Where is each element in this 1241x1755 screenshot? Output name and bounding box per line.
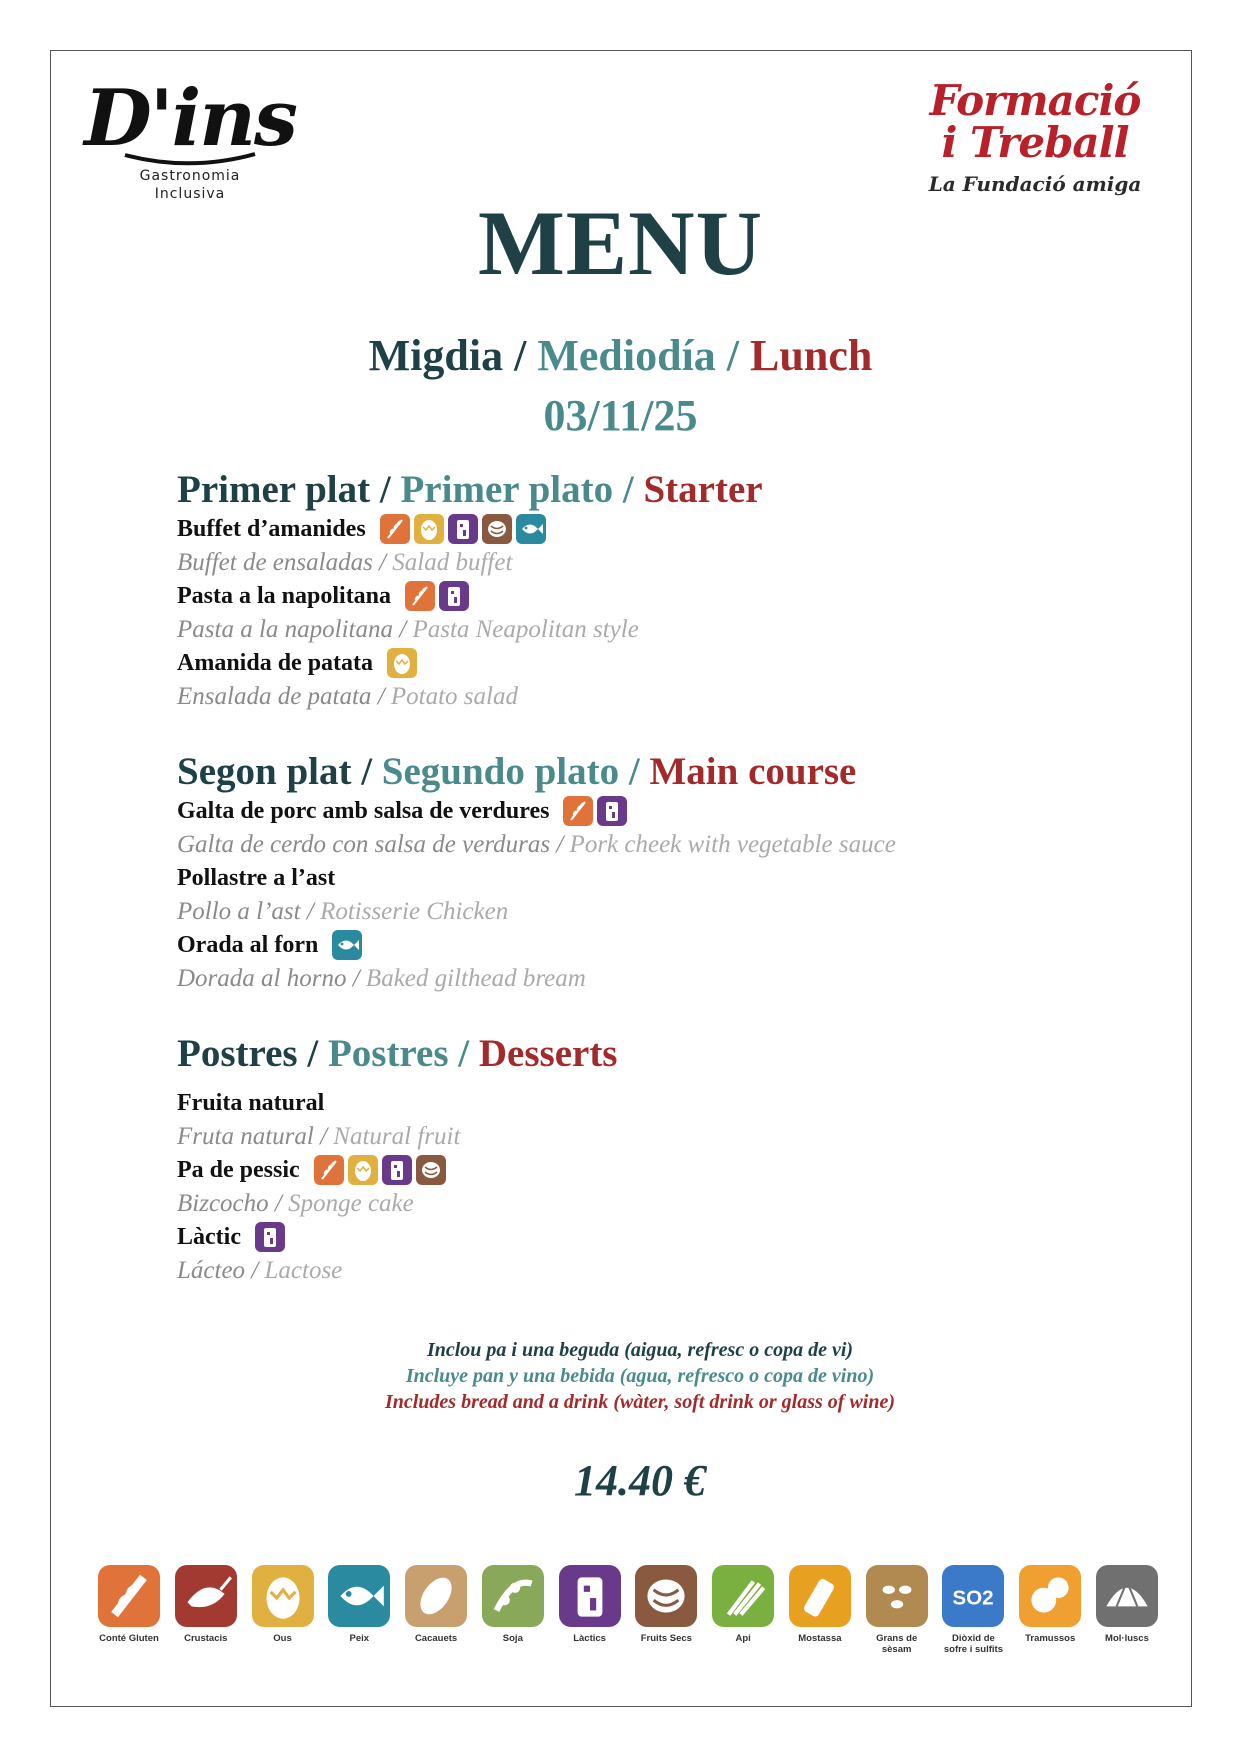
dins-logo-mark: D'ins	[84, 73, 296, 164]
menu-item	[177, 794, 1077, 861]
menu-date: 03/11/25	[543, 391, 698, 440]
translation-sep: /	[346, 965, 366, 992]
legend-item-sulphites	[942, 1565, 1004, 1675]
dish-name-en: Natural fruit	[333, 1123, 461, 1150]
dish-name: Galta de porc amb salsa de verdures	[177, 798, 550, 824]
dish-translation	[177, 613, 1077, 646]
heading-en: Starter	[643, 468, 763, 511]
menu-item	[177, 512, 1077, 579]
dish-line	[177, 1086, 1077, 1120]
menu-price: 14.40 €	[574, 1456, 706, 1505]
meal-sep-2: /	[715, 331, 751, 380]
mustard-icon	[789, 1565, 851, 1627]
dish-translation	[177, 1120, 1077, 1153]
egg-allergen-icon	[414, 514, 444, 544]
dish-translation	[177, 546, 1077, 579]
dish-line	[177, 1220, 1077, 1254]
menu-item	[177, 1220, 1077, 1287]
dairy-allergen-icon	[597, 796, 627, 826]
fish-icon	[328, 1565, 390, 1627]
dish-name: Pollastre a l’ast	[177, 865, 336, 891]
section-heading	[177, 468, 1077, 512]
egg-icon	[252, 1565, 314, 1627]
legend-item-peanuts	[405, 1565, 467, 1675]
dish-line	[177, 794, 1077, 828]
nuts-icon	[635, 1565, 697, 1627]
gluten-allergen-icon	[563, 796, 593, 826]
meal-es: Mediodía	[537, 331, 716, 380]
dish-name-en: Potato salad	[390, 683, 518, 710]
nuts-allergen-icon	[416, 1155, 446, 1185]
meal-subtitle	[0, 330, 1241, 381]
legend-label: Crustacis	[184, 1633, 228, 1644]
crustaceans-icon	[175, 1565, 237, 1627]
legend-item-nuts	[635, 1565, 697, 1675]
dairy-allergen-icon	[448, 514, 478, 544]
peanuts-icon	[405, 1565, 467, 1627]
dish-name-es: Fruta natural	[177, 1123, 314, 1150]
dins-logo-sub2: Inclusiva	[154, 186, 226, 202]
heading-es: Segundo plato	[381, 750, 620, 793]
dish-name-en: Salad buffet	[392, 549, 513, 576]
translation-sep: /	[550, 831, 570, 858]
includes-es: Incluye pan y una bebida (agua, refresco o copa de vino)	[405, 1365, 875, 1387]
translation-sep: /	[372, 549, 393, 576]
legend-item-mustard	[789, 1565, 851, 1675]
heading-sep: /	[448, 1032, 479, 1075]
gluten-icon	[98, 1565, 160, 1627]
molluscs-icon	[1096, 1565, 1158, 1627]
dish-name: Buffet d’amanides	[177, 516, 366, 542]
allergen-legend	[98, 1565, 1158, 1675]
dish-translation	[177, 828, 1077, 861]
dish-name-es: Pollo a l’ast	[177, 898, 301, 925]
translation-sep: /	[392, 616, 413, 643]
egg-allergen-icon	[348, 1155, 378, 1185]
legend-item-lupin	[1019, 1565, 1081, 1675]
legend-label: Diòxid de sofre i sulfits	[943, 1633, 1003, 1655]
dish-translation	[177, 1187, 1077, 1220]
dish-name-es: Buffet de ensaladas	[177, 549, 373, 576]
legend-label: Api	[735, 1633, 751, 1644]
dish-name-en: Lactose	[264, 1257, 343, 1284]
heading-en: Desserts	[478, 1032, 618, 1075]
dairy-allergen-icon	[382, 1155, 412, 1185]
legend-label: Làctics	[573, 1633, 606, 1644]
fit-logo-line1: Formació	[929, 76, 1141, 125]
svg-text:SO2: SO2	[952, 1586, 995, 1610]
legend-item-molluscs	[1096, 1565, 1158, 1675]
dish-name: Pa de pessic	[177, 1157, 300, 1183]
heading-sep: /	[351, 750, 382, 793]
dairy-allergen-icon	[255, 1222, 285, 1252]
menu-item	[177, 646, 1077, 713]
legend-label: Mol·luscs	[1105, 1633, 1149, 1644]
section-main-course	[177, 750, 1077, 995]
dish-name-es: Dorada al horno	[177, 965, 347, 992]
dish-line	[177, 579, 1077, 613]
heading-es: Primer plato	[400, 468, 614, 511]
gluten-allergen-icon	[405, 581, 435, 611]
dins-logo-sub1: Gastronomia	[139, 168, 241, 184]
dish-translation	[177, 1254, 1077, 1287]
dish-name-en: Sponge cake	[288, 1190, 414, 1217]
heading-ca: Primer plat	[177, 468, 371, 511]
heading-es: Postres	[327, 1032, 449, 1075]
dish-name: Fruita natural	[177, 1090, 325, 1116]
legend-label: Peix	[349, 1633, 370, 1644]
dish-name-es: Bizcocho	[177, 1190, 269, 1217]
dish-name-es: Galta de cerdo con salsa de verduras	[177, 831, 551, 858]
lupin-icon	[1019, 1565, 1081, 1627]
includes-en: Includes bread and a drink (wàter, soft drink or glass of wine)	[384, 1391, 896, 1413]
meal-ca: Migdia	[368, 331, 504, 380]
dish-name: Làctic	[177, 1224, 241, 1250]
dish-name: Pasta a la napolitana	[177, 583, 392, 609]
dish-name-en: Pork cheek with vegetable sauce	[569, 831, 896, 858]
heading-en: Main course	[649, 750, 857, 793]
dish-name-en: Pasta Neapolitan style	[412, 616, 639, 643]
dairy-allergen-icon	[439, 581, 469, 611]
dish-translation	[177, 895, 1077, 928]
menu-item	[177, 579, 1077, 646]
fish-allergen-icon	[332, 930, 362, 960]
legend-label: Tramussos	[1025, 1633, 1076, 1644]
menu-title: MENU	[477, 192, 764, 294]
heading-ca: Postres	[177, 1032, 298, 1075]
menu-item	[177, 1153, 1077, 1220]
includes-text	[0, 1337, 1241, 1415]
translation-sep: /	[313, 1123, 334, 1150]
dish-translation	[177, 962, 1077, 995]
translation-sep: /	[371, 683, 391, 710]
dish-name: Orada al forn	[177, 932, 319, 958]
legend-item-dairy	[559, 1565, 621, 1675]
menu-item	[177, 1086, 1077, 1153]
heading-sep: /	[619, 750, 650, 793]
dish-line	[177, 646, 1077, 680]
sesame-icon	[866, 1565, 928, 1627]
dish-name-en: Baked gilthead bream	[365, 965, 586, 992]
fit-logo-line2: i Treball	[941, 118, 1129, 167]
dish-name-es: Lácteo	[177, 1257, 246, 1284]
sulphites-icon	[942, 1565, 1004, 1627]
menu-item	[177, 928, 1077, 995]
heading-sep: /	[613, 468, 644, 511]
section-desserts	[177, 1032, 1077, 1287]
legend-item-celery	[712, 1565, 774, 1675]
nuts-allergen-icon	[482, 514, 512, 544]
dairy-icon	[559, 1565, 621, 1627]
dish-name: Amanida de patata	[177, 650, 374, 676]
gluten-allergen-icon	[380, 514, 410, 544]
section-heading	[177, 1032, 1077, 1076]
translation-sep: /	[300, 898, 321, 925]
heading-sep: /	[370, 468, 401, 511]
celery-icon	[712, 1565, 774, 1627]
meal-sep-1: /	[503, 331, 538, 380]
legend-label: Conté Gluten	[99, 1633, 159, 1644]
heading-sep: /	[297, 1032, 328, 1075]
dish-line	[177, 928, 1077, 962]
heading-ca: Segon plat	[177, 750, 352, 793]
translation-sep: /	[268, 1190, 289, 1217]
dish-line	[177, 512, 1077, 546]
dish-name-es: Pasta a la napolitana	[177, 616, 393, 643]
legend-label: Fruits Secs	[640, 1633, 692, 1644]
translation-sep: /	[245, 1257, 265, 1284]
dish-line	[177, 1153, 1077, 1187]
dish-line	[177, 861, 1077, 895]
section-starter	[177, 468, 1077, 713]
egg-allergen-icon	[387, 648, 417, 678]
legend-item-gluten	[98, 1565, 160, 1675]
menu-item	[177, 861, 1077, 928]
fit-logo-tagline: La Fundació amiga	[928, 172, 1142, 196]
dish-translation	[177, 680, 1077, 713]
legend-label: Soja	[502, 1633, 523, 1644]
legend-item-crustaceans	[175, 1565, 237, 1675]
section-heading	[177, 750, 1077, 794]
legend-label: Mostassa	[798, 1633, 842, 1644]
dish-name-es: Ensalada de patata	[177, 683, 372, 710]
includes-ca: Inclou pa i una beguda (aigua, refresc o copa de vi)	[426, 1339, 854, 1361]
meal-en: Lunch	[750, 331, 873, 380]
legend-label: Cacauets	[414, 1633, 458, 1644]
legend-item-fish	[328, 1565, 390, 1675]
gluten-allergen-icon	[314, 1155, 344, 1185]
soy-icon	[482, 1565, 544, 1627]
legend-label: Grans de sèsam	[876, 1633, 918, 1655]
legend-label: Ous	[273, 1633, 292, 1644]
dish-name-en: Rotisserie Chicken	[320, 898, 509, 925]
legend-item-sesame	[866, 1565, 928, 1675]
fish-allergen-icon	[516, 514, 546, 544]
legend-item-soy	[482, 1565, 544, 1675]
legend-item-egg	[252, 1565, 314, 1675]
